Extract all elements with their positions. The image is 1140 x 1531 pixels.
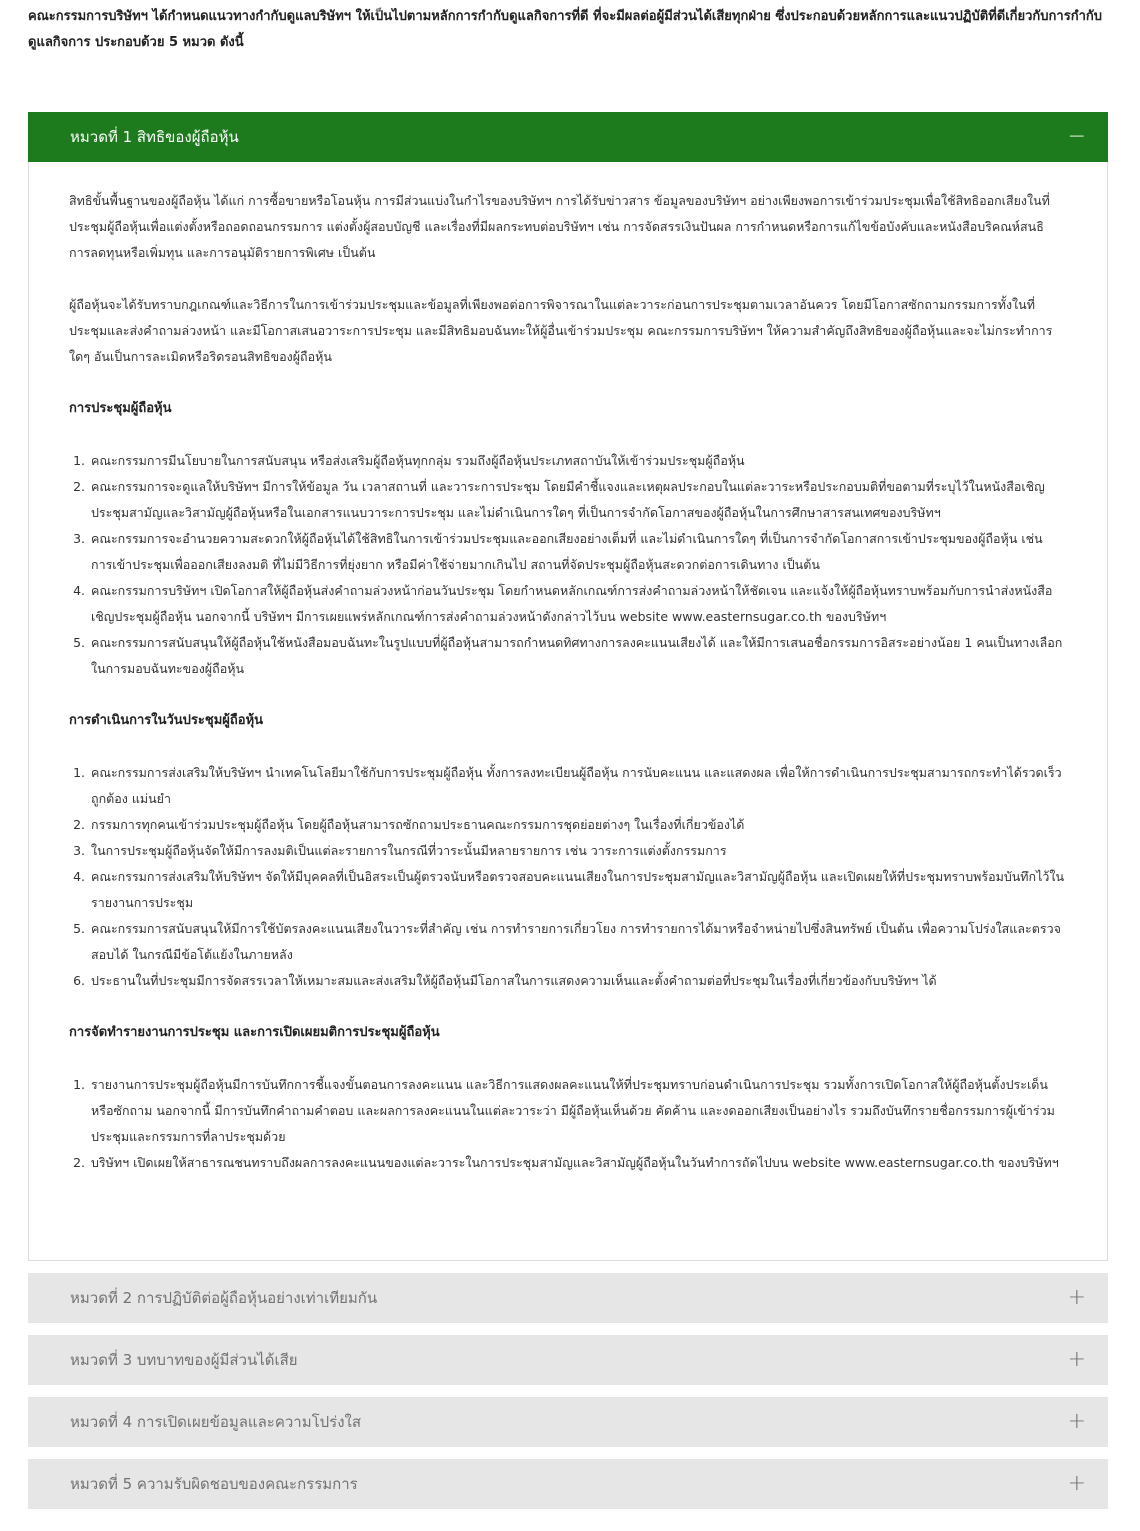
minus-icon[interactable]: − (1067, 124, 1086, 149)
accordion-header-section-5[interactable] (28, 1459, 1108, 1509)
list-item: 1. คณะกรรมการส่งเสริมให้บริษัทฯ นำเทคโนโลยีมาใช้กับการประชุมผู้ถือหุ้น ทั้งการลงทะเบียนผู้ถือหุ้น การนับคะแนน และแสดงผล เพื่อให้การดำเนินการประชุมสามารถกระทำได้รวดเร็ว ถูกต้อง แม่นยำ (89, 760, 1067, 812)
list-item: 4. คณะกรรมการส่งเสริมให้บริษัทฯ จัดให้มีบุคคลที่เป็นอิสระเป็นผู้ตรวจนับหรือตรวจสอบคะแนนเสียงในการประชุมสามัญและวิสามัญผู้ถือหุ้น และเปิดเผยให้ที่ประชุมทราบพร้อมบันทึกไว้ในรายงานการประชุม (89, 864, 1067, 916)
list-item: 5. คณะกรรมการสนับสนุนให้มีการใช้บัตรลงคะแนนเสียงในวาระที่สำคัญ เช่น การทำรายการเกี่ยวโยง การทำรายการได้มาหรือจำหน่ายไปซึ่งสินทรัพย์ เป็นต้น เพื่อความโปร่งใสและตรวจสอบได้ ในกรณีมีข้อโต้แย้งในภายหลัง (89, 916, 1067, 968)
list-item: 4. คณะกรรมการบริษัทฯ เปิดโอกาสให้ผู้ถือหุ้นส่งคำถามล่วงหน้าก่อนวันประชุม โดยกำหนดหลักเกณฑ์การส่งคำถามล่วงหน้าให้ชัดเจน และแจ้งให้ผู้ถือหุ้นทราบพร้อมกับการนำส่งหนังสือเชิญประชุมผู้ถือหุ้น นอกจากนี้ บริษัทฯ มีการเผยแพร่หลักเกณฑ์การส่งคำถามล่วงหน้าดังกล่าวไว้บน website www.easternsugar.co.th ของบริษัทฯ (89, 578, 1067, 630)
plus-icon[interactable]: + (1067, 1409, 1086, 1434)
plus-icon[interactable]: + (1067, 1285, 1086, 1310)
list-item: 3. คณะกรรมการจะอำนวยความสะดวกให้ผู้ถือหุ้นได้ใช้สิทธิในการเข้าร่วมประชุมและออกเสียงอย่างเต็มที่ และไม่ดำเนินการใดๆ ที่เป็นการจำกัดโอกาสการเข้าประชุมของผู้ถือหุ้น เช่น การเข้าประชุมเพื่อออกเสียงลงมติ ที่ไม่มีวิธีการที่ยุ่งยาก หรือมีค่าใช้จ่ายมากเกินไป สถานที่จัดประชุมผู้ถือหุ้นสะดวกต่อการเดินทาง เป็นต้น (89, 526, 1067, 578)
subheading-shareholder-meeting: การประชุมผู้ถือหุ้น (69, 401, 172, 416)
numbered-list (69, 760, 1067, 994)
accordion-title: หมวดที่ 2 การปฏิบัติต่อผู้ถือหุ้นอย่างเท่าเทียมกัน (70, 1289, 378, 1307)
list-item: 3. ในการประชุมผู้ถือหุ้นจัดให้มีการลงมติเป็นแต่ละรายการในกรณีที่วาระนั้นมีหลายรายการ เช่น วาระการแต่งตั้งกรรมการ (89, 838, 1067, 864)
accordion-header-section-4[interactable] (28, 1397, 1108, 1447)
accordion-header-section-3[interactable] (28, 1335, 1108, 1385)
paragraph: สิทธิขั้นพื้นฐานของผู้ถือหุ้น ได้แก่ การซื้อขายหรือโอนหุ้น การมีส่วนแบ่งในกำไรของบริษัทฯ การได้รับข่าวสาร ข้อมูลของบริษัทฯ อย่างเพียงพอการเข้าร่วมประชุมเพื่อใช้สิทธิออกเสียงในที่ประชุมผู้ถือหุ้นเพื่อแต่งตั้งหรือถอดถอนกรรมการ แต่งตั้งผู้สอบบัญชี และเรื่องที่มีผลกระทบต่อบริษัทฯ เช่น การจัดสรรเงินปันผล การกำหนดหรือการแก้ไขข้อบังคับและหนังสือบริคณห์สนธิ การลดทุนหรือเพิ่มทุน และการอนุมัติรายการพิเศษ เป็นต้น (69, 193, 1050, 260)
accordion-title: หมวดที่ 3 บทบาทของผู้มีส่วนได้เสีย (70, 1351, 298, 1369)
list-item: 1. คณะกรรมการมีนโยบายในการสนับสนุน หรือส่งเสริมผู้ถือหุ้นทุกกลุ่ม รวมถึงผู้ถือหุ้นประเภทสถาบันให้เข้าร่วมประชุมผู้ถือหุ้น (89, 448, 1067, 474)
list-item: 2. กรรมการทุกคนเข้าร่วมประชุมผู้ถือหุ้น โดยผู้ถือหุ้นสามารถซักถามประธานคณะกรรมการชุดย่อยต่างๆ ในเรื่องที่เกี่ยวข้องได้ (89, 812, 1067, 838)
plus-icon[interactable]: + (1067, 1471, 1086, 1496)
subheading-meeting-day: การดำเนินการในวันประชุมผู้ถือหุ้น (69, 713, 264, 728)
list-item: 2. คณะกรรมการจะดูแลให้บริษัทฯ มีการให้ข้อมูล วัน เวลาสถานที่ และวาระการประชุม โดยมีคำชี้แจงและเหตุผลประกอบในแต่ละวาระหรือประกอบมติที่ขอตามที่ระบุไว้ในหนังสือเชิญประชุมสามัญและวิสามัญผู้ถือหุ้นหรือในเอกสารแนบวาระการประชุม และไม่ดำเนินการใดๆ ที่เป็นการจำกัดโอกาสของผู้ถือหุ้นในการศึกษาสารสนเทศของบริษัทฯ (89, 474, 1067, 526)
paragraph: ผู้ถือหุ้นจะได้รับทราบกฎเกณฑ์และวิธีการในการเข้าร่วมประชุมและข้อมูลที่เพียงพอต่อการพิจารณาในแต่ละวาระก่อนการประชุมตามเวลาอันควร โดยมีโอกาสซักถามกรรมการทั้งในที่ประชุมและส่งคำถามล่วงหน้า และมีโอกาสเสนอวาระการประชุม และมีสิทธิมอบฉันทะให้ผู้อื่นเข้าร่วมประชุม คณะกรรมการบริษัทฯ ให้ความสำคัญถึงสิทธิของผู้ถือหุ้นและจะไม่กระทำการใดๆ อันเป็นการละเมิดหรือริดรอนสิทธิของผู้ถือหุ้น (69, 297, 1053, 364)
list-item: 5. คณะกรรมการสนับสนุนให้ผู้ถือหุ้นใช้หนังสือมอบฉันทะในรูปแบบที่ผู้ถือหุ้นสามารถกำหนดทิศทางการลงคะแนนเสียงได้ และให้มีการเสนอชื่อกรรมการอิสระอย่างน้อย 1 คนเป็นทางเลือกในการมอบฉันทะของผู้ถือหุ้น (89, 630, 1067, 682)
intro-text: คณะกรรมการบริษัทฯ ได้กำหนดแนวทางกำกับดูแลบริษัทฯ ให้เป็นไปตามหลักการกำกับดูแลกิจการที่ดี ที่จะมีผลต่อผู้มีส่วนได้เสียทุกฝ่าย ซึ่งประกอบด้วยหลักการและแนวปฏิบัติที่ดีเกี่ยวกับการกำกับดูแลกิจการ ประกอบด้วย 5 หมวด ดังนี้ (28, 9, 1103, 50)
list-item: 6. ประธานในที่ประชุมมีการจัดสรรเวลาให้เหมาะสมและส่งเสริมให้ผู้ถือหุ้นมีโอกาสในการแสดงความเห็นและตั้งคำถามต่อที่ประชุมในเรื่องที่เกี่ยวข้องกับบริษัทฯ ได้ (89, 968, 1067, 994)
accordion-body-section-1 (28, 162, 1108, 1261)
accordion-title: หมวดที่ 4 การเปิดเผยข้อมูลและความโปร่งใส (70, 1413, 362, 1431)
accordion-header-section-2[interactable] (28, 1273, 1108, 1323)
plus-icon[interactable]: + (1067, 1347, 1086, 1372)
numbered-list (69, 1072, 1067, 1176)
list-item: 1. รายงานการประชุมผู้ถือหุ้นมีการบันทึกการชี้แจงขั้นตอนการลงคะแนน และวิธีการแสดงผลคะแนนให้ที่ประชุมทราบก่อนดำเนินการประชุม รวมทั้งการเปิดโอกาสให้ผู้ถือหุ้นตั้งประเด็น หรือซักถาม นอกจากนี้ มีการบันทึกคำถามคำตอบ และผลการลงคะแนนในแต่ละวาระว่า มีผู้ถือหุ้นเห็นด้วย คัดค้าน และงดออกเสียงเป็นอย่างไร รวมถึงบันทึกรายชื่อกรรมการผู้เข้าร่วมประชุมและกรรมการที่ลาประชุมด้วย (89, 1072, 1067, 1150)
accordion-header-section-1[interactable] (28, 112, 1108, 162)
list-item: 2. บริษัทฯ เปิดเผยให้สาธารณชนทราบถึงผลการลงคะแนนของแต่ละวาระในการประชุมสามัญและวิสามัญผู้ถือหุ้นในวันทำการถัดไปบน website www.easternsugar.co.th ของบริษัทฯ (89, 1150, 1067, 1176)
accordion-title: หมวดที่ 1 สิทธิของผู้ถือหุ้น (70, 128, 239, 146)
numbered-list (69, 448, 1067, 682)
subheading-meeting-minutes: การจัดทำรายงานการประชุม และการเปิดเผยมติการประชุมผู้ถือหุ้น (69, 1025, 440, 1040)
accordion-title: หมวดที่ 5 ความรับผิดชอบของคณะกรรมการ (70, 1475, 358, 1493)
